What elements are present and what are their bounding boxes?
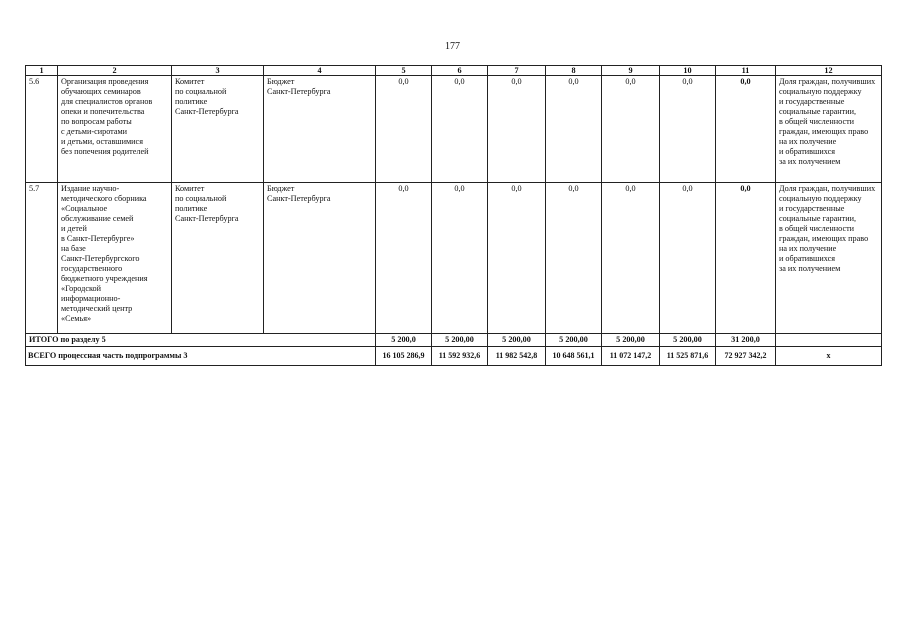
row-total: 0,0 xyxy=(716,76,776,183)
budget-table xyxy=(25,65,882,366)
indicator: Доля граждан, получивших социальную поддержку и государственные социальные гарантии, в общей численности граждан, имеющих право на их получение и обратившихся за их получением xyxy=(776,76,882,183)
executor: Комитет по социальной политике Санкт-Петербурга xyxy=(172,183,264,334)
value-cell: 0,0 xyxy=(488,76,546,183)
value-cell: 0,0 xyxy=(602,76,660,183)
value-cell: 0,0 xyxy=(432,76,488,183)
grand-total-sum: 72 927 342,2 xyxy=(716,347,776,366)
column-header: 9 xyxy=(602,66,660,76)
table-row xyxy=(26,183,882,334)
row-number: 5.6 xyxy=(26,76,58,183)
grand-total-value: 11 982 542,8 xyxy=(488,347,546,366)
grand-total-value: 11 072 147,2 xyxy=(602,347,660,366)
funding-source: Бюджет Санкт-Петербурга xyxy=(264,76,376,183)
grand-total-value: 11 592 932,6 xyxy=(432,347,488,366)
column-header: 11 xyxy=(716,66,776,76)
column-header: 6 xyxy=(432,66,488,76)
row-total: 0,0 xyxy=(716,183,776,334)
executor: Комитет по социальной политике Санкт-Петербурга xyxy=(172,76,264,183)
grand-total-value: 10 648 561,1 xyxy=(546,347,602,366)
column-header: 8 xyxy=(546,66,602,76)
grand-total-indicator: x xyxy=(776,347,882,366)
column-header: 10 xyxy=(660,66,716,76)
column-header: 4 xyxy=(264,66,376,76)
value-cell: 0,0 xyxy=(660,183,716,334)
value-cell: 0,0 xyxy=(376,76,432,183)
section-total-label: ИТОГО по разделу 5 xyxy=(26,334,376,347)
column-header: 3 xyxy=(172,66,264,76)
value-cell: 0,0 xyxy=(432,183,488,334)
activity-name: Издание научно- методического сборника «Социальное обслуживание семей и детей в Санкт-Петербурге» на базе Санкт-Петербургского государственного бюджетного учреждения «Городской информационно- методический центр «Семья» xyxy=(58,183,172,334)
activity-name: Организация проведения обучающих семинаров для специалистов органов опеки и попечительства по вопросам работы с детьми-сиротами и детьми, оставшимися без попечения родителей xyxy=(58,76,172,183)
column-header: 12 xyxy=(776,66,882,76)
grand-total-row xyxy=(26,347,882,366)
page-number: 177 xyxy=(445,41,460,52)
grand-total-value: 16 105 286,9 xyxy=(376,347,432,366)
value-cell: 0,0 xyxy=(602,183,660,334)
section-total-indicator xyxy=(776,334,882,347)
section-total-row xyxy=(26,334,882,347)
column-header: 1 xyxy=(26,66,58,76)
column-header: 5 xyxy=(376,66,432,76)
funding-source: Бюджет Санкт-Петербурга xyxy=(264,183,376,334)
column-header: 7 xyxy=(488,66,546,76)
column-header: 2 xyxy=(58,66,172,76)
grand-total-label: ВСЕГО процессная часть подпрограммы 3 xyxy=(26,347,376,366)
grand-total-value: 11 525 871,6 xyxy=(660,347,716,366)
value-cell: 0,0 xyxy=(546,183,602,334)
section-total-sum: 31 200,0 xyxy=(716,334,776,347)
row-number: 5.7 xyxy=(26,183,58,334)
section-total-value: 5 200,00 xyxy=(488,334,546,347)
value-cell: 0,0 xyxy=(488,183,546,334)
indicator: Доля граждан, получивших социальную поддержку и государственные социальные гарантии, в общей численности граждан, имеющих право на их получение и обратившихся за их получением xyxy=(776,183,882,334)
section-total-value: 5 200,0 xyxy=(376,334,432,347)
value-cell: 0,0 xyxy=(376,183,432,334)
table-row xyxy=(26,76,882,183)
section-total-value: 5 200,00 xyxy=(432,334,488,347)
column-number-row xyxy=(26,66,882,76)
value-cell: 0,0 xyxy=(660,76,716,183)
section-total-value: 5 200,00 xyxy=(546,334,602,347)
section-total-value: 5 200,00 xyxy=(660,334,716,347)
value-cell: 0,0 xyxy=(546,76,602,183)
section-total-value: 5 200,00 xyxy=(602,334,660,347)
